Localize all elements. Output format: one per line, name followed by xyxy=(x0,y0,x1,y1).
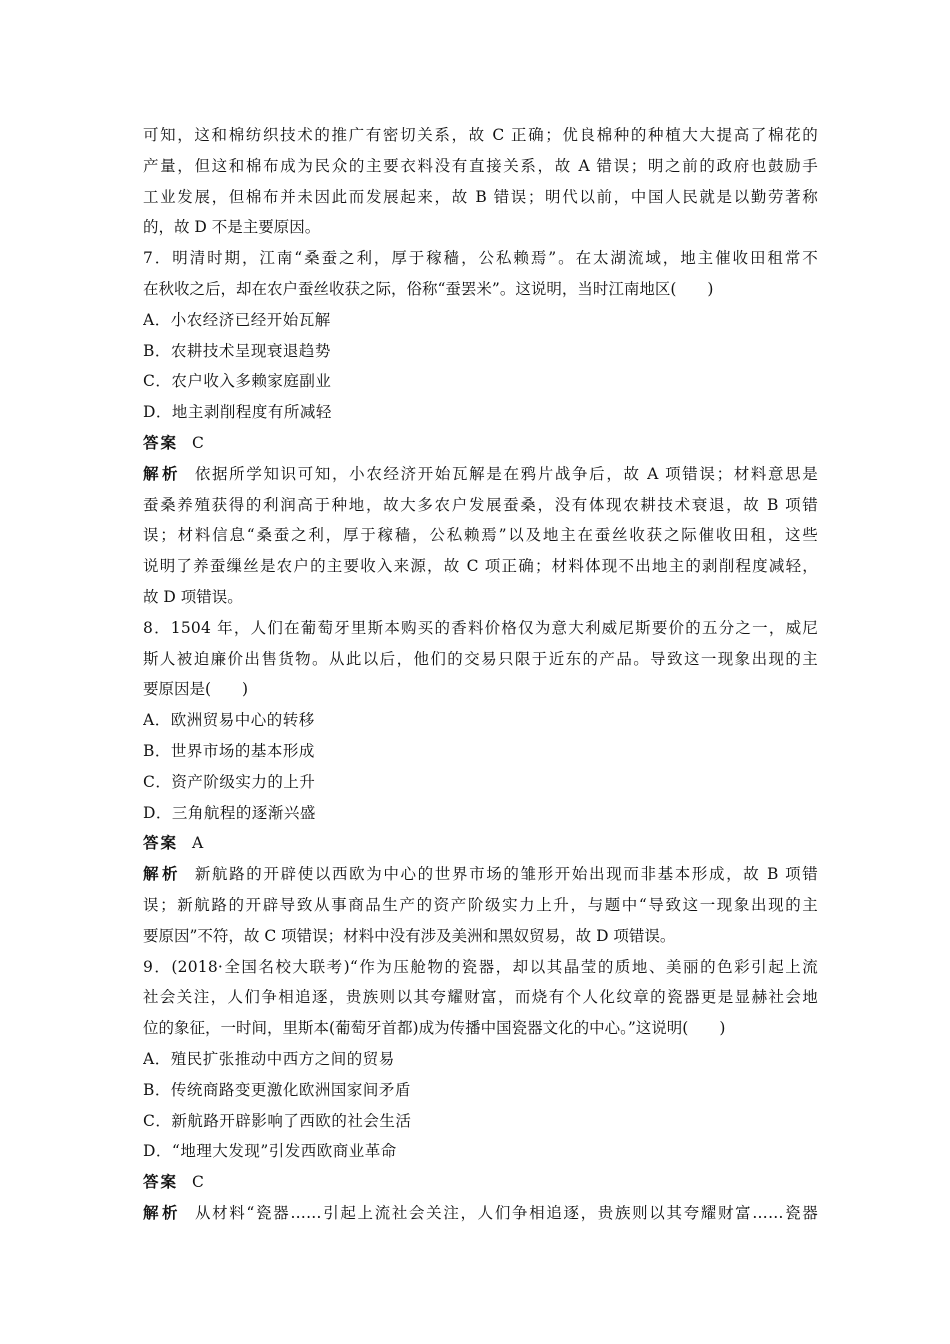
answer-label: 答案 xyxy=(143,1173,179,1192)
question-stem-line: 在秋收之后，却在农户蚕丝收获之际，俗称“蚕罢米”。这说明，当时江南地区( ) xyxy=(143,279,714,298)
q6-analysis-continued xyxy=(143,120,818,243)
analysis-label: 解析 xyxy=(143,865,181,884)
text-line: 产量，但这和棉布成为民众的主要衣料没有直接关系，故 A 错误；明之前的政府也鼓励手 xyxy=(143,156,818,175)
answer-label: 答案 xyxy=(143,433,179,452)
question-stem-line: 社会关注，人们争相追逐，贵族则以其夸耀财富，而烧有个人化纹章的瓷器更是显赫社会地 xyxy=(143,988,818,1007)
option-c: C．资产阶级实力的上升 xyxy=(143,772,316,791)
option-a: A．小农经济已经开始瓦解 xyxy=(143,310,331,329)
analysis-line: 要原因”不符，故 C 项错误；材料中没有涉及美洲和黑奴贸易，故 D 项错误。 xyxy=(143,926,676,945)
analysis-text: 新航路的开辟使以西欧为中心的世界市场的雏形开始出现而非基本形成，故 B 项错 xyxy=(194,865,818,884)
text-line: 工业发展，但棉布并未因此而发展起来，故 B 错误；明代以前，中国人民就是以勤劳著称 xyxy=(143,187,818,206)
option-b: B．传统商路变更激化欧洲国家间矛盾 xyxy=(143,1080,411,1099)
analysis-label: 解析 xyxy=(143,464,181,483)
question-stem-line: 位的象征，一时间，里斯本(葡萄牙首都)成为传播中国瓷器文化的中心。”这说明( ) xyxy=(143,1019,726,1038)
analysis-text: 从材料“瓷器……引起上流社会关注，人们争相追逐，贵族则以其夸耀财富……瓷器 xyxy=(194,1203,818,1222)
question-9 xyxy=(143,952,818,1229)
analysis-line: 误；新航路的开辟导致从事商品生产的资产阶级实力上升，与题中“导致这一现象出现的主 xyxy=(143,895,818,914)
option-c: C．农户收入多赖家庭副业 xyxy=(143,372,332,391)
answer-row xyxy=(143,828,818,859)
analysis-line: 误；材料信息“桑蚕之利，厚于稼穑，公私赖焉”以及地主在蚕丝收获之际催收田租，这些 xyxy=(143,526,818,545)
option-a: A．殖民扩张推动中西方之间的贸易 xyxy=(143,1049,395,1068)
question-stem-line: 斯人被迫廉价出售货物。从此以后，他们的交易只限于近东的产品。导致这一现象出现的主 xyxy=(143,649,818,668)
text-line: 可知，这和棉纺织技术的推广有密切关系，故 C 正确；优良棉种的种植大大提高了棉花的 xyxy=(143,126,818,144)
question-7 xyxy=(143,243,818,613)
analysis-row xyxy=(143,859,818,890)
analysis-row xyxy=(143,459,818,490)
option-b: B．农耕技术呈现衰退趋势 xyxy=(143,341,331,360)
answer-row xyxy=(143,1167,818,1198)
question-stem-line: 7．明清时期，江南“桑蚕之利，厚于稼穑，公私赖焉”。在太湖流域，地主催收田租常不 xyxy=(143,249,818,268)
answer-label: 答案 xyxy=(143,834,179,853)
analysis-line: 说明了养蚕缫丝是农户的主要收入来源，故 C 项正确；材料体现不出地主的剥削程度减轻， xyxy=(143,557,818,576)
text-line: 的，故 D 不是主要原因。 xyxy=(143,218,321,237)
question-stem-line: 8．1504 年，人们在葡萄牙里斯本购买的香料价格仅为意大利威尼斯要价的五分之一，威尼 xyxy=(143,618,818,637)
answer-value: C xyxy=(192,433,204,452)
analysis-row xyxy=(143,1198,818,1229)
analysis-label: 解析 xyxy=(143,1203,181,1222)
question-stem-line: 要原因是( ) xyxy=(143,680,249,699)
answer-value: A xyxy=(192,834,204,853)
option-c: C．新航路开辟影响了西欧的社会生活 xyxy=(143,1111,412,1130)
option-d: D．地主剥削程度有所减轻 xyxy=(143,403,332,422)
option-d: D．“地理大发现”引发西欧商业革命 xyxy=(143,1142,397,1161)
option-a: A．欧洲贸易中心的转移 xyxy=(143,711,315,730)
analysis-line: 故 D 项错误。 xyxy=(143,587,243,606)
option-d: D．三角航程的逐渐兴盛 xyxy=(143,803,316,822)
question-stem-line: 9．(2018·全国名校大联考)“作为压舱物的瓷器，却以其晶莹的质地、美丽的色彩引起上流 xyxy=(143,957,818,976)
answer-value: C xyxy=(192,1173,204,1192)
analysis-text: 依据所学知识可知，小农经济开始瓦解是在鸦片战争后，故 A 项错误；材料意思是 xyxy=(194,464,818,483)
document-page xyxy=(143,120,818,1229)
option-b: B．世界市场的基本形成 xyxy=(143,741,315,760)
question-8 xyxy=(143,613,818,952)
answer-row xyxy=(143,428,818,459)
analysis-line: 蚕桑养殖获得的利润高于种地，故大多农户发展蚕桑，没有体现农耕技术衰退，故 B 项错 xyxy=(143,495,818,514)
